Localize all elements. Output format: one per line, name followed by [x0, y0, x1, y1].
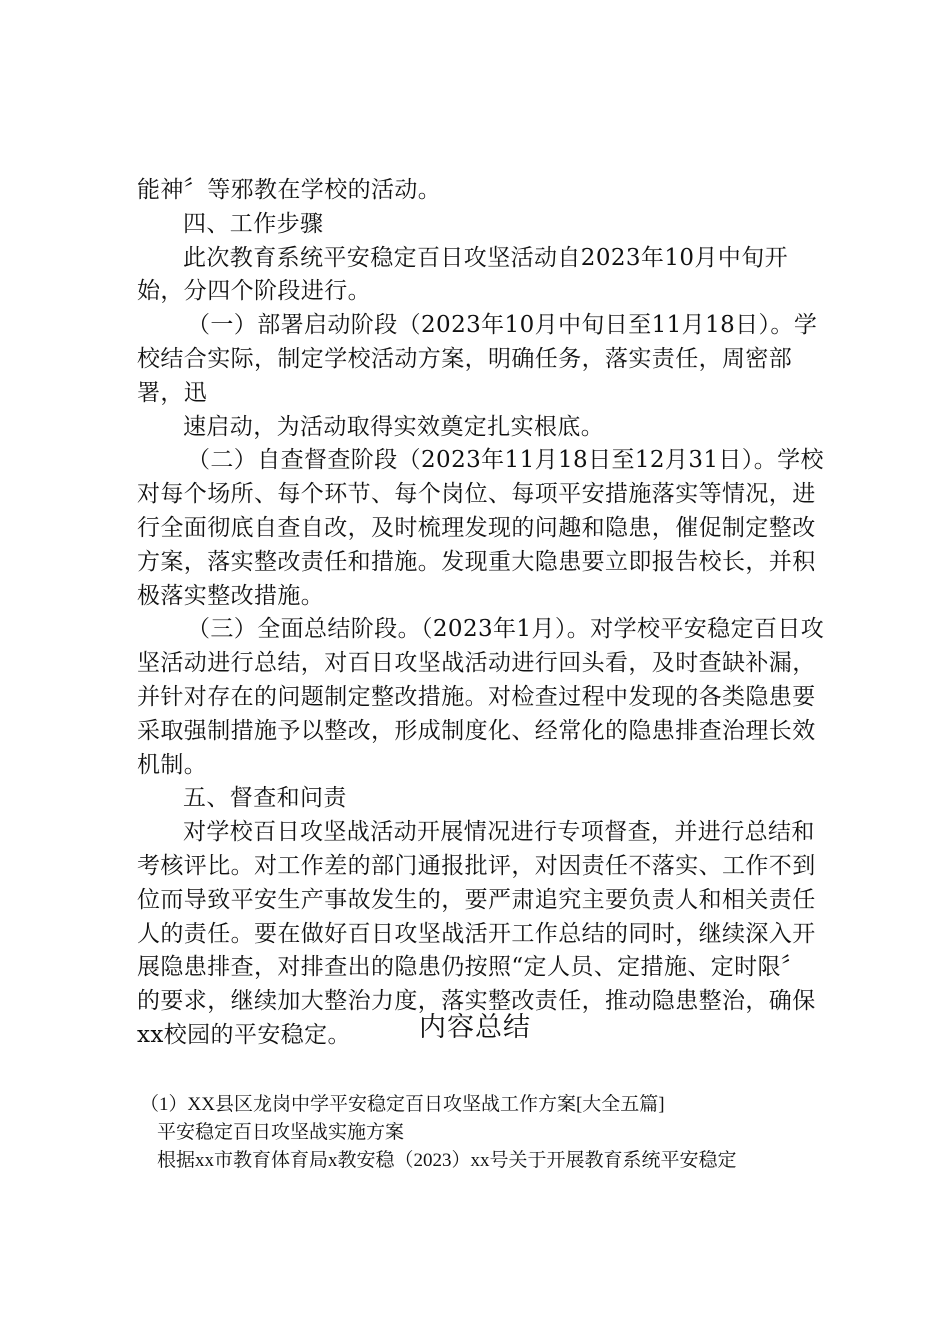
paragraph-stage-one-continued: 速启动，为活动取得实效奠定扎实根底。 — [183, 413, 605, 440]
paragraph-stage-two: （二）自查督查阶段（2023年11月18日至12月31日）。学校对每个场所、每个环节、每个岗位、每项平安措施落实等情况，进行全面彻底自查自改，及时梳理发现的问趣和隐患，催促制定整改方案，落实整改责任和措施。发现重大隐患要立即报告校长，并积极落实整改措施。 — [137, 447, 824, 609]
section-heading-supervision: 五、督查和问责 — [183, 785, 347, 812]
document-body — [137, 174, 827, 1053]
summary-section — [140, 1091, 840, 1175]
paragraph-supervision: 对学校百日攻坚战活动开展情况进行专项督查，并进行总结和考核评比。对工作差的部门通报批评，对因责任不落实、工作不到位而导致平安生产事故发生的，要严肃追究主要负责人和相关责任人的责任。要在做好百日攻坚战活开工作总结的同时，继续深入开展隐患排查，对排查出的隐患仍按照“定人员、定措施、定时限〞的要求，继续加大整治力度，落实整改责任，推动隐患整治，确保xx校园的平安稳定。 — [137, 819, 816, 1048]
summary-line: 根据xx市教育体育局x教安稳（2023）xx号关于开展教育系统平安稳定 — [157, 1150, 737, 1171]
paragraph-stage-one: （一）部署启动阶段（2023年10月中旬日至11月18日）。学校结合实际，制定学校活动方案，明确任务，落实责任，周密部署，迅 — [137, 312, 818, 406]
summary-line: 平安稳定百日攻坚战实施方案 — [157, 1122, 405, 1143]
paragraph-overview: 此次教育系统平安稳定百日攻坚活动自2023年10月中旬开始，分四个阶段进行。 — [137, 244, 788, 305]
paragraph-stage-three: （三）全面总结阶段。（2023年1月）。对学校平安稳定百日攻坚活动进行总结，对百日攻坚战活动进行回头看，及时查缺补漏，并针对存在的问题制定整改措施。对检查过程中发现的各类隐患要采取强制措施予以整改，形成制度化、经常化的隐患排查治理长效机制。 — [137, 616, 825, 778]
summary-line: （1）XX县区龙岗中学平安稳定百日攻坚战工作方案[大全五篇] — [140, 1094, 665, 1115]
paragraph-continuation: 能神〞等邪教在学校的活动。 — [137, 177, 442, 203]
section-heading-work-steps: 四、工作步骤 — [183, 210, 324, 237]
summary-title: 内容总结 — [419, 1012, 531, 1043]
